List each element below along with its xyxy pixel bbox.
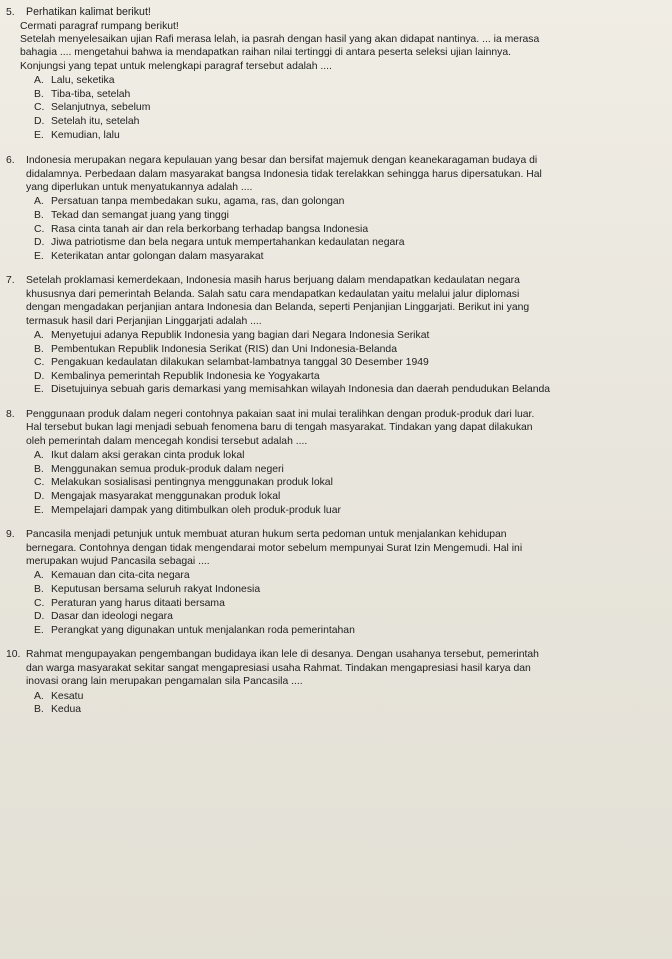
option-text: Menggunakan semua produk-produk dalam negeri [51,463,284,475]
question-6 [6,154,666,263]
option-text: Kesatu [51,690,84,702]
option-text: Jiwa patriotisme dan bela negara untuk mempertahankan kedaulatan negara [51,237,405,249]
question-line: inovasi orang lain merupakan pengamalan sila Pancasila .... [26,676,303,688]
option-c[interactable]: C. Melakukan sosialisasi pentingnya menggunakan produk lokal [34,476,666,490]
option-text: Peraturan yang harus ditaati bersama [51,597,225,609]
question-5 [6,6,666,142]
option-text: Kemauan dan cita-cita negara [51,570,190,582]
question-number: 10. [6,649,21,661]
question-line: Setelah proklamasi kemerdekaan, Indonesia masih harus berjuang dalam mendapatkan kedaulatan negara [26,275,520,287]
question-number: 9. [6,529,15,541]
option-text: Tekad dan semangat juang yang tinggi [51,210,229,221]
option-c[interactable]: C. Pengakuan kedaulatan dilakukan selambat-lambatnya tanggal 30 Desember 1949 [34,356,666,370]
option-a[interactable]: A. Persatuan tanpa membedakan suku, agama, ras, dan golongan [34,195,666,209]
option-d[interactable]: D. Setelah itu, setelah [34,115,666,129]
option-e[interactable]: E. Kemudian, lalu [34,129,666,143]
question-line: yang diperlukan untuk menyatukannya adalah .... [26,182,253,193]
option-text: Kemudian, lalu [51,129,120,141]
option-text: Tiba-tiba, setelah [51,88,131,100]
option-text: Pembentukan Republik Indonesia Serikat (RIS) dan Uni Indonesia-Belanda [51,343,397,355]
option-text: Selanjutnya, sebelum [51,102,151,114]
question-number: 8. [6,408,15,420]
question-line: Konjungsi yang tepat untuk melengkapi paragraf tersebut adalah .... [20,60,332,72]
question-line: Pancasila menjadi petunjuk untuk membuat aturan hukum serta pedoman untuk menjalankan kehidupan [26,529,507,541]
option-e[interactable]: E. Mempelajari dampak yang ditimbulkan oleh produk-produk luar [34,504,666,518]
option-text: Perangkat yang digunakan untuk menjalankan roda pemerintahan [51,624,355,636]
option-d[interactable]: D. Mengajak masyarakat menggunakan produk lokal [34,490,666,504]
option-text: Rasa cinta tanah air dan rela berkorbang terhadap bangsa Indonesia [51,223,369,235]
question-number: 6. [6,155,15,167]
question-line: bernegara. Contohnya dengan tidak mengendarai motor sebelum mempunyai Surat Izin Mengemudi. Hal ini [26,542,523,554]
question-line: Cermati paragraf rumpang berikut! [20,20,179,32]
question-line: dengan mengadakan perjanjian antara Indonesia dan Belanda, seperti Penjanjian Linggarjati. Berikut ini yang [26,302,530,314]
option-c[interactable]: C. Selanjutnya, sebelum [34,101,666,115]
question-8 [6,408,666,517]
option-b[interactable]: B. Pembentukan Republik Indonesia Serikat (RIS) dan Uni Indonesia-Belanda [34,343,666,357]
question-line: oleh pemerintah dalam mencegah kondisi tersebut adalah .... [26,435,308,447]
question-line: termasuk hasil dari Perjanjian Linggarjati adalah .... [26,315,262,327]
option-e[interactable]: E. Disetujuinya sebuah garis demarkasi yang memisahkan wilayah Indonesia dan daerah pendudukan Belanda [34,383,666,397]
option-c[interactable]: C. Peraturan yang harus ditaati bersama [34,597,666,611]
option-e[interactable]: E. Perangkat yang digunakan untuk menjalankan roda pemerintahan [34,624,666,638]
option-text: Persatuan tanpa membedakan suku, agama, ras, dan golongan [51,196,345,208]
option-c[interactable]: C. Rasa cinta tanah air dan rela berkorbang terhadap bangsa Indonesia [34,223,666,237]
option-text: Pengakuan kedaulatan dilakukan selambat-lambatnya tanggal 30 Desember 1949 [51,357,429,369]
question-line: merupakan wujud Pancasila sebagai .... [26,555,210,567]
option-text: Keputusan bersama seluruh rakyat Indonesia [51,583,261,595]
option-text: Mengajak masyarakat menggunakan produk lokal [51,490,281,502]
option-b[interactable]: B. Tekad dan semangat juang yang tinggi [34,209,666,223]
instruction-line: Perhatikan kalimat berikut! [26,6,151,18]
option-a[interactable]: A. Lalu, seketika [34,74,666,88]
option-d[interactable]: D. Kembalinya pemerintah Republik Indonesia ke Yogyakarta [34,370,666,384]
option-text: Kedua [51,704,82,716]
question-7 [6,274,666,397]
option-text: Kembalinya pemerintah Republik Indonesia ke Yogyakarta [51,370,320,382]
option-b[interactable]: B. Menggunakan semua produk-produk dalam negeri [34,463,666,477]
option-b[interactable]: B. Kedua [34,703,666,717]
option-text: Disetujuinya sebuah garis demarkasi yang memisahkan wilayah Indonesia dan daerah pendudukan Belanda [51,384,551,396]
question-10 [6,648,666,716]
question-line: khususnya dari pemerintah Belanda. Salah satu cara mendapatkan kedaulatan yaitu melalui jalur diplomasi [26,288,520,300]
question-number: 7. [6,275,15,287]
option-text: Ikut dalam aksi gerakan cinta produk lokal [51,450,245,462]
option-text: Setelah itu, setelah [51,116,140,127]
option-b[interactable]: B. Keputusan bersama seluruh rakyat Indonesia [34,583,666,597]
option-e[interactable]: E. Keterikatan antar golongan dalam masyarakat [34,250,666,264]
option-text: Dasar dan ideologi negara [51,611,173,623]
option-a[interactable]: A. Kemauan dan cita-cita negara [34,569,666,583]
option-b[interactable]: B. Tiba-tiba, setelah [34,88,666,102]
option-text: Menyetujui adanya Republik Indonesia yang bagian dari Negara Indonesia Serikat [51,330,430,341]
option-text: Melakukan sosialisasi pentingnya menggunakan produk lokal [51,477,333,489]
question-line: Penggunaan produk dalam negeri contohnya pakaian saat ini mulai teralihkan dengan produk-produk dari luar. [26,408,535,420]
question-line: didalamnya. Perbedaan dalam masyarakat bangsa Indonesia tidak terelakkan sehingga harus dipersatukan. Hal [26,168,542,180]
question-number: 5. [6,7,15,18]
option-d[interactable]: D. Dasar dan ideologi negara [34,610,666,624]
question-line: Hal tersebut bukan lagi menjadi sebuah fenomena baru di tengah masyarakat. Tindakan yang dapat dilakukan [26,422,533,434]
option-text: Keterikatan antar golongan dalam masyarakat [51,250,264,262]
option-text: Mempelajari dampak yang ditimbulkan oleh produk-produk luar [51,504,341,516]
question-line: bahagia .... mengetahui bahwa ia mendapatkan raihan nilai tertinggi di antara peserta seleksi ujian lainnya. [20,47,511,59]
question-9 [6,528,666,637]
option-a[interactable]: A. Ikut dalam aksi gerakan cinta produk lokal [34,449,666,463]
question-line: Setelah menyelesaikan ujian Rafi merasa lelah, ia pasrah dengan hasil yang akan didapat nantinya. ... ia merasa [20,34,540,45]
option-text: Lalu, seketika [51,75,115,87]
option-d[interactable]: D. Jiwa patriotisme dan bela negara untuk mempertahankan kedaulatan negara [34,236,666,250]
question-line: Indonesia merupakan negara kepulauan yang besar dan bersifat majemuk dengan keanekaragaman budaya di [26,155,538,167]
option-a[interactable]: A. Kesatu [34,690,666,704]
question-line: dan warga masyarakat sekitar sangat mengapresiasi usaha Rahmat. Tindakan mengapresiasi hasil karya dan [26,662,531,674]
question-line: Rahmat mengupayakan pengembangan budidaya ikan lele di desanya. Dengan usahanya tersebut, pemerintah [26,649,539,661]
option-a[interactable]: A. Menyetujui adanya Republik Indonesia yang bagian dari Negara Indonesia Serikat [34,329,666,343]
